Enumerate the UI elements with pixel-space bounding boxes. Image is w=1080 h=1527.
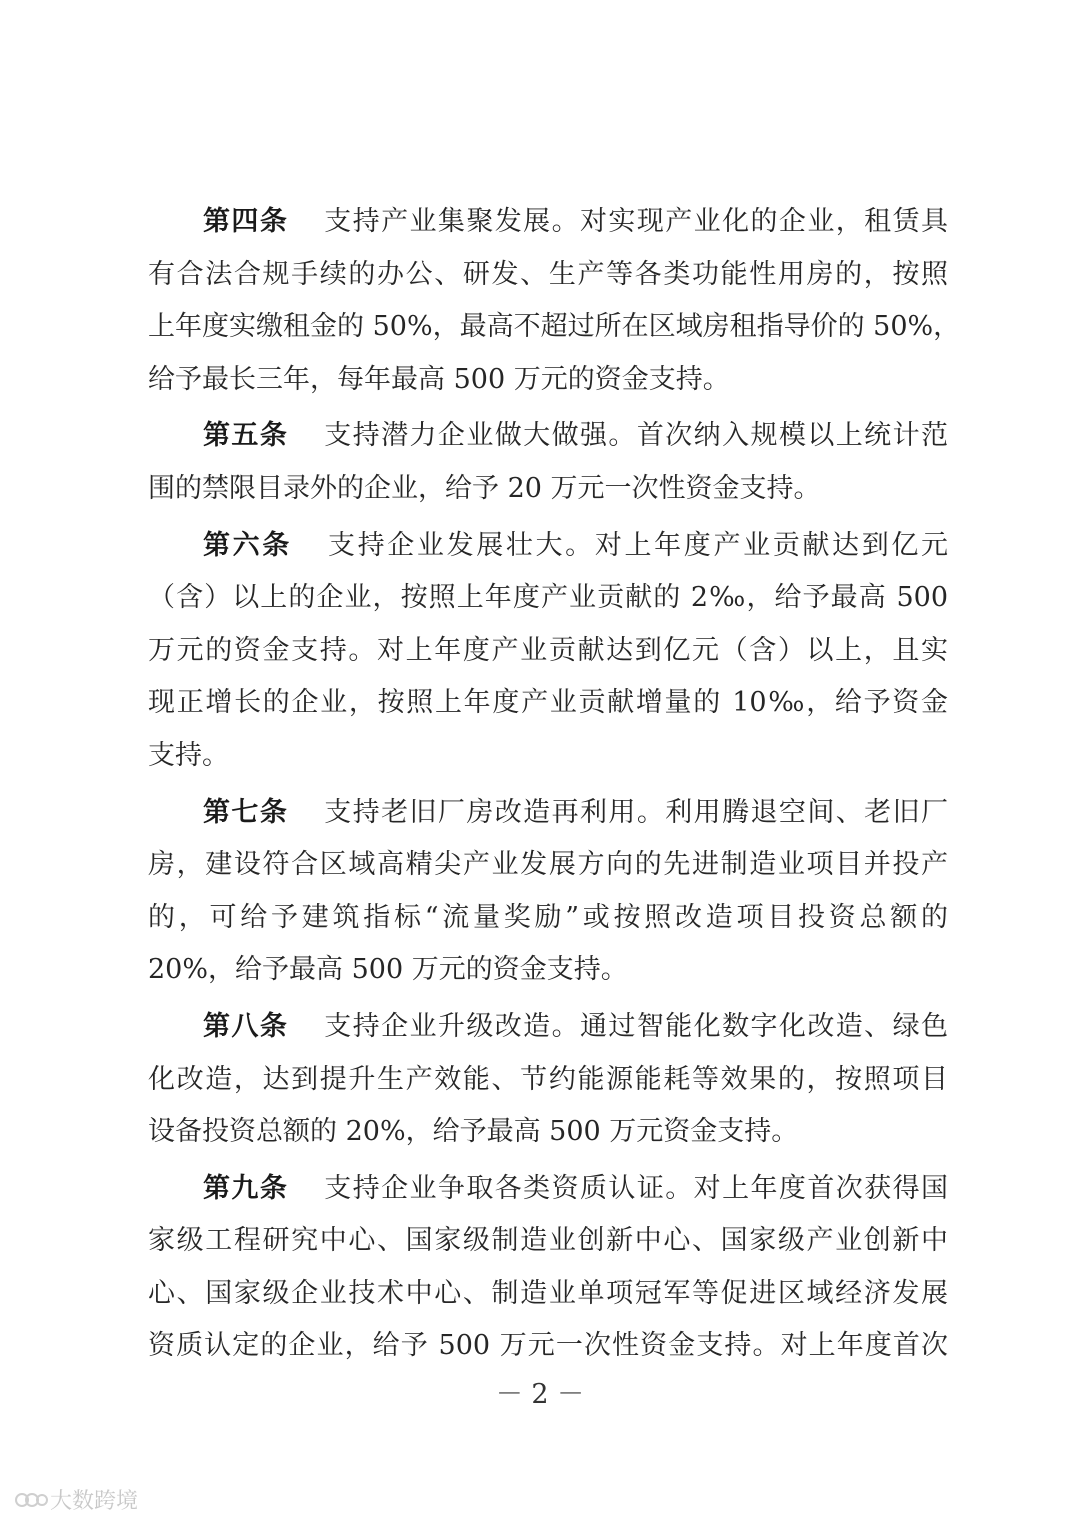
article-line: [148, 520, 948, 573]
article-label: 第六条: [203, 529, 292, 561]
article-line: 上年度实缴租金的 50%，最高不超过所在区域房租指导价的 50%，: [148, 311, 961, 343]
article-line: 设备投资总额的 20%，给予最高 500 万元资金支持。: [148, 1116, 799, 1148]
document-body: [148, 196, 961, 1377]
page-number: － 2 －: [495, 1379, 585, 1410]
article-line: 化改造，达到提升生产效能、节约能源能耗等效果的，按照项目: [148, 1063, 948, 1095]
article-line: 有合法合规手续的办公、研发、生产等各类功能性用房的，按照: [148, 258, 948, 290]
article-line: 心、国家级企业技术中心、制造业单项冠军等促进区域经济发展: [148, 1277, 948, 1309]
article-line: [148, 196, 948, 249]
article-7: [148, 787, 948, 997]
article-line: 现正增长的企业，按照上年度产业贡献增量的 10‰，给予资金: [148, 687, 948, 719]
article-line: 家级工程研究中心、国家级制造业创新中心、国家级产业创新中: [148, 1225, 948, 1257]
article-line: 房，建设符合区域高精尖产业发展方向的先进制造业项目并投产: [148, 849, 948, 881]
article-6: [148, 520, 948, 783]
article-line: 20%，给予最高 500 万元的资金支持。: [148, 954, 628, 986]
article-5: [148, 410, 948, 515]
article-label: 第五条: [203, 420, 289, 452]
article-text: 支持产业集聚发展。对实现产业化的企业，租赁具: [324, 206, 948, 237]
article-label: 第八条: [203, 1010, 289, 1042]
watermark-text: 大数跨境: [50, 1489, 139, 1514]
article-line: [148, 1163, 948, 1216]
article-line: 资质认定的企业，给予 500 万元一次性资金支持。对上年度首次: [148, 1330, 948, 1362]
article-line: 围的禁限目录外的企业，给予 20 万元一次性资金支持。: [148, 472, 821, 504]
article-4: [148, 196, 961, 406]
article-line: [148, 787, 948, 840]
article-line: 万元的资金支持。对上年度产业贡献达到亿元（含）以上，且实: [148, 634, 948, 666]
brand-logo-icon: [14, 1488, 48, 1512]
article-text: 支持潜力企业做大做强。首次纳入规模以上统计范: [324, 420, 948, 452]
article-line: 给予最长三年，每年最高 500 万元的资金支持。: [148, 363, 730, 395]
article-line: 的，可给予建筑指标“流量奖励”或按照改造项目投资总额的: [148, 901, 948, 933]
article-text: 支持老旧厂房改造再利用。利用腾退空间、老旧厂: [324, 796, 948, 828]
article-line: [148, 1001, 948, 1054]
article-line: 支持。: [148, 739, 229, 771]
article-text: 支持企业升级改造。通过智能化数字化改造、绿色: [324, 1010, 948, 1042]
article-text: 支持企业发展壮大。对上年度产业贡献达到亿元: [327, 529, 949, 561]
article-8: [148, 1001, 948, 1159]
article-label: 第四条: [203, 206, 289, 237]
article-line: （含）以上的企业，按照上年度产业贡献的 2‰，给予最高 500: [148, 582, 948, 614]
article-text: 支持企业争取各类资质认证。对上年度首次获得国: [324, 1172, 948, 1204]
article-9: [148, 1163, 948, 1373]
article-label: 第七条: [203, 796, 289, 828]
watermark: [14, 1484, 138, 1515]
article-line: [148, 410, 948, 463]
article-label: 第九条: [203, 1172, 289, 1204]
